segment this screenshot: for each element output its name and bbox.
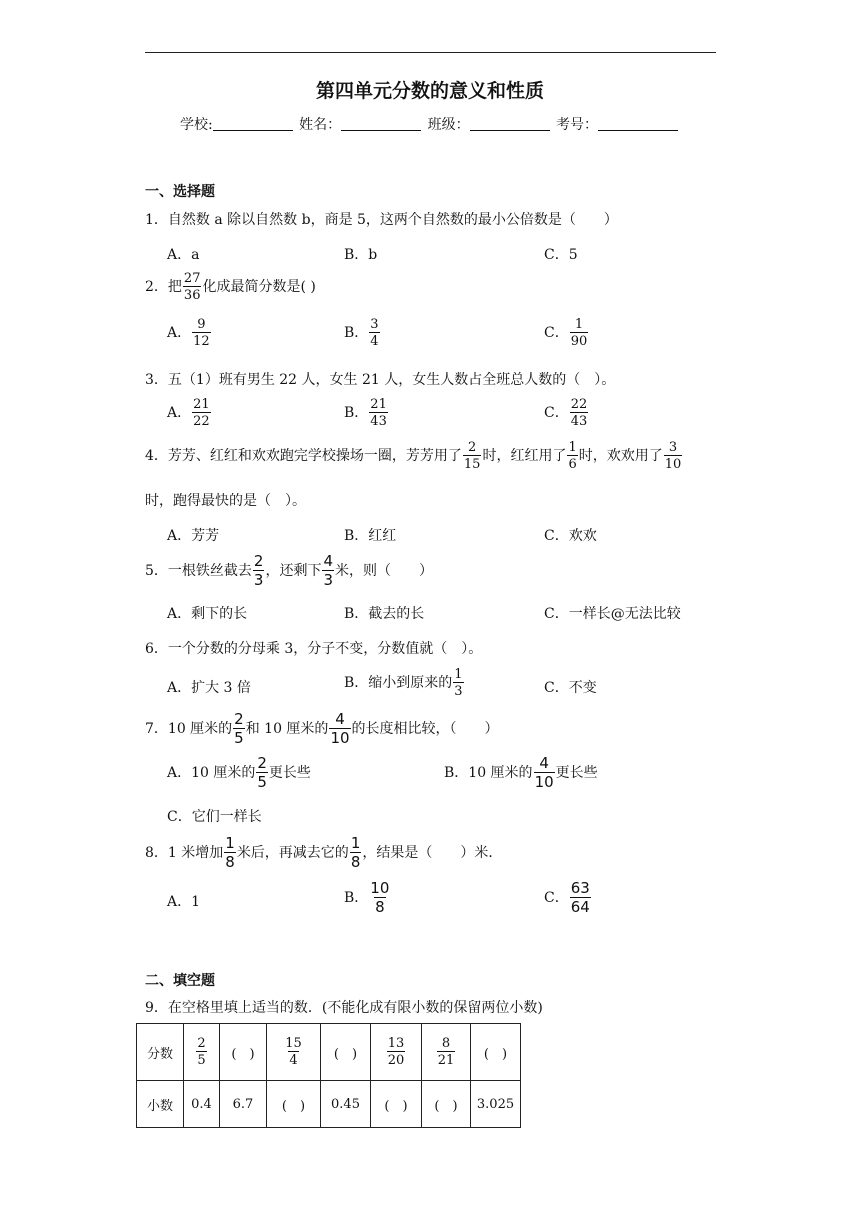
class-blank[interactable] xyxy=(470,116,550,131)
table-row-fraction xyxy=(137,1024,521,1081)
question-5: 5．一根铁丝截去 $\frac{2}{3}$ ，还剩下 $\frac{4}{3}$ 米，则（ ） xyxy=(145,552,434,589)
q8-option-b[interactable]: B． $\frac{10}{8}$ xyxy=(344,879,390,916)
page-title: 第四单元分数的意义和性质 xyxy=(315,80,544,102)
table-cell: $\frac{8}{21}$ xyxy=(422,1024,471,1081)
header-rule xyxy=(145,52,716,53)
table-cell: 6.7 xyxy=(220,1081,267,1128)
table-cell-blank[interactable]: ( ) xyxy=(471,1024,521,1081)
question-7: 7．10 厘米的 $\frac{2}{5}$ 和 10 厘米的 $\frac{4}{10}$ 的长度相比较，（ ） xyxy=(145,710,499,747)
school-blank[interactable] xyxy=(213,116,293,131)
question-3: 3．五（1）班有男生 22 人，女生 21 人，女生人数占全班总人数的（ ）。 xyxy=(145,372,616,388)
table-cell: 0.45 xyxy=(321,1081,371,1128)
row-label-decimal: 小数 xyxy=(137,1081,184,1128)
question-1: 1．自然数 a 除以自然数 b，商是 5，这两个自然数的最小公倍数是（ ） xyxy=(145,212,618,228)
question-4-line-2: 时，跑得最快的是（ ）。 xyxy=(145,493,306,509)
q5-option-a[interactable]: A．剩下的长 xyxy=(167,606,248,622)
row-label-fraction: 分数 xyxy=(137,1024,184,1081)
q7-option-b[interactable]: B．10 厘米的 $\frac{4}{10}$ 更长些 xyxy=(444,754,598,791)
name-blank[interactable] xyxy=(341,116,421,131)
q4-option-a[interactable]: A．芳芳 xyxy=(167,528,220,544)
table-cell: $\frac{15}{4}$ xyxy=(267,1024,321,1081)
q1-option-b[interactable]: B．b xyxy=(344,247,378,263)
question-9: 9．在空格里填上适当的数．(不能化成有限小数的保留两位小数) xyxy=(145,1000,543,1016)
q5-option-b[interactable]: B．截去的长 xyxy=(344,606,425,622)
class-label: 班级： xyxy=(427,117,470,133)
table-row-decimal xyxy=(137,1081,521,1128)
name-label: 姓名： xyxy=(299,117,342,133)
student-info-line xyxy=(0,114,860,134)
table-cell: 3.025 xyxy=(471,1081,521,1128)
table-cell-blank[interactable]: ( ) xyxy=(321,1024,371,1081)
q8-option-a[interactable]: A．1 xyxy=(167,894,201,910)
exam-no-blank[interactable] xyxy=(598,116,678,131)
table-cell-blank[interactable]: ( ) xyxy=(371,1081,422,1128)
exam-no-label: 考号： xyxy=(556,117,599,133)
question-2: 2．把 $\frac{27}{36}$ 化成最简分数是( ) xyxy=(145,271,316,303)
table-cell: $\frac{2}{5}$ xyxy=(184,1024,220,1081)
q7-option-a[interactable]: A．10 厘米的 $\frac{2}{5}$ 更长些 xyxy=(167,754,311,791)
question-8: 8．1 米增加 $\frac{1}{8}$ 米后，再减去它的 $\frac{1}{8}$ ，结果是（ ）米． xyxy=(145,834,503,871)
q4-option-b[interactable]: B．红红 xyxy=(344,528,397,544)
q8-option-c[interactable]: C． $\frac{63}{64}$ xyxy=(544,879,590,916)
table-cell: 0.4 xyxy=(184,1081,220,1128)
q4-option-c[interactable]: C．欢欢 xyxy=(544,528,597,544)
table-cell-blank[interactable]: ( ) xyxy=(267,1081,321,1128)
q6-option-b[interactable]: B．缩小到原来的 $\frac{1}{3}$ xyxy=(344,667,463,699)
q2-option-a[interactable]: A． $\frac{9}{12}$ xyxy=(167,317,210,349)
fraction-decimal-table xyxy=(136,1023,521,1128)
table-cell: $\frac{13}{20}$ xyxy=(371,1024,422,1081)
q3-option-a[interactable]: A． $\frac{21}{22}$ xyxy=(167,397,210,429)
q1-option-c[interactable]: C．5 xyxy=(544,247,578,263)
school-label: 学校: xyxy=(179,117,213,133)
section-fill-heading: 二、填空题 xyxy=(145,973,215,989)
table-cell-blank[interactable]: ( ) xyxy=(220,1024,267,1081)
q7-option-c[interactable]: C．它们一样长 xyxy=(167,809,262,825)
table-cell-blank[interactable]: ( ) xyxy=(422,1081,471,1128)
q3-option-c[interactable]: C． $\frac{22}{43}$ xyxy=(544,397,588,429)
q3-option-b[interactable]: B． $\frac{21}{43}$ xyxy=(344,397,387,429)
q2-option-b[interactable]: B． $\frac{3}{4}$ xyxy=(344,317,379,349)
q1-option-a[interactable]: A．a xyxy=(167,247,200,263)
question-4: 4．芳芳、红红和欢欢跑完学校操场一圈，芳芳用了 $\frac{2}{15}$ 时，红红用了 $\frac{1}{6}$ 时，欢欢用了 $\frac{3}{10}$ xyxy=(145,440,682,472)
question-6: 6．一个分数的分母乘 3，分子不变，分数值就（ ）。 xyxy=(145,641,483,657)
q6-option-c[interactable]: C．不变 xyxy=(544,680,597,696)
q6-option-a[interactable]: A．扩大 3 倍 xyxy=(167,680,251,696)
section-choice-heading: 一、选择题 xyxy=(145,184,215,200)
q5-option-c[interactable]: C．一样长@无法比较 xyxy=(544,606,681,622)
q2-option-c[interactable]: C． $\frac{1}{90}$ xyxy=(544,317,588,349)
